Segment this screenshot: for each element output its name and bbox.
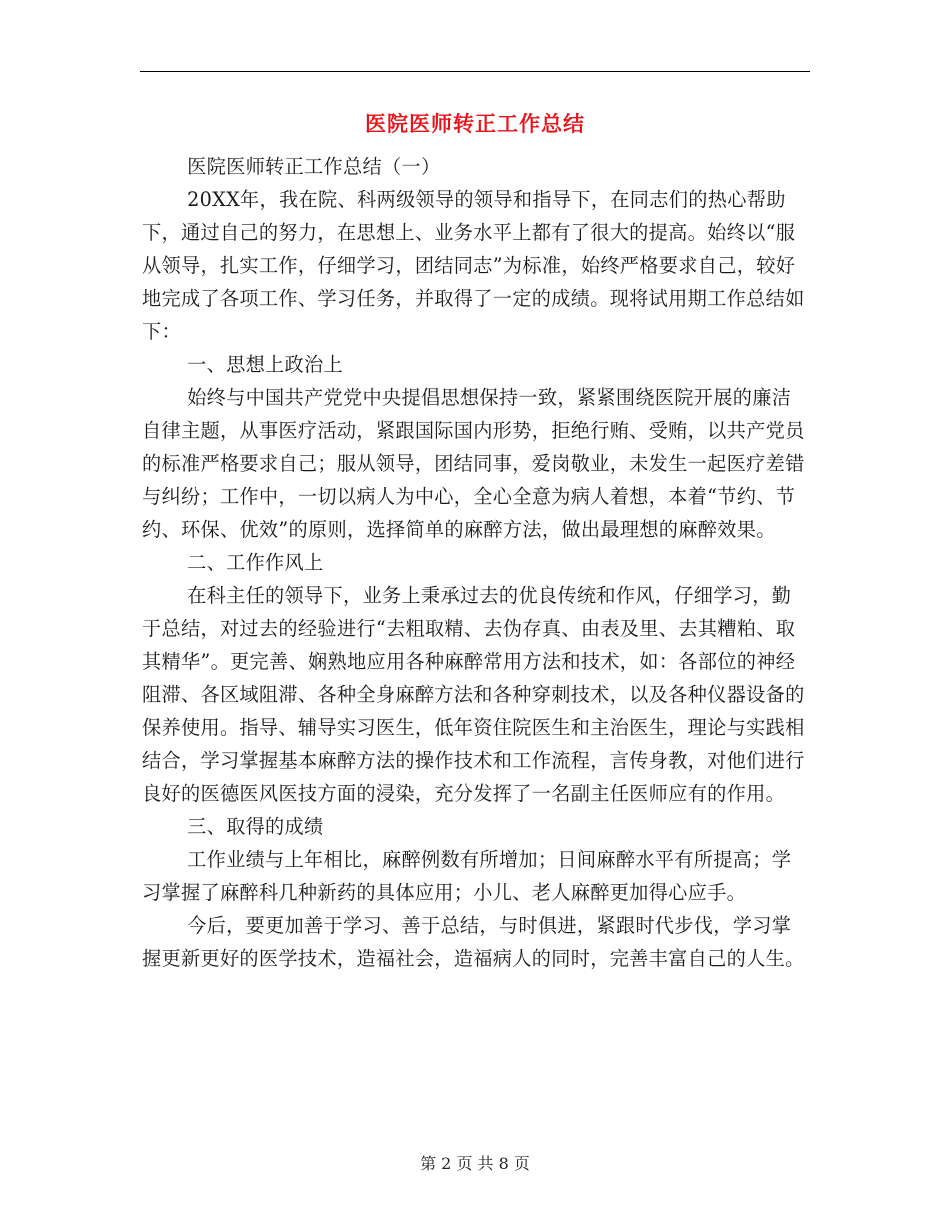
section-heading-work-style: 二、工作作风上	[187, 551, 324, 574]
document-title: 医院医师转正工作总结	[365, 111, 585, 136]
section-heading-politics: 一、思想上政治上	[187, 353, 344, 376]
politics-paragraph: 始终与中国共产党党中央提倡思想保持一致，紧紧围绕医院开展的廉洁自律主题，从事医疗活动，紧跟国际国内形势，拒绝行贿、受贿，以共产党员的标准严格要求自己；服从领导，团结同事，爱岗敬业，未发生一起医疗差错与纠纷；工作中，一切以病人为中心，全心全意为病人着想，本着“节约、节约、环保、优效”的原则，选择简单的麻醉方法，做出最理想的麻醉效果。	[142, 386, 805, 541]
conclusion-paragraph: 今后，要更加善于学习、善于总结，与时俱进，紧跟时代步伐，学习掌握更新更好的医学技术，造福社会，造福病人的同时，完善丰富自己的人生。	[142, 914, 805, 970]
section-heading-achievements: 三、取得的成绩	[187, 815, 324, 838]
achievements-paragraph: 工作业绩与上年相比，麻醉例数有所增加；日间麻醉水平有所提高；学习掌握了麻醉科几种新药的具体应用；小儿、老人麻醉更加得心应手。	[142, 848, 792, 904]
header-rule	[140, 71, 810, 72]
document-body	[142, 150, 810, 975]
intro-paragraph: 20XX年，我在院、科两级领导的领导和指导下，在同志们的热心帮助下，通过自己的努力，在思想上、业务水平上都有了很大的提高。始终以“服从领导，扎实工作，仔细学习，团结同志”为标准，始终严格要求自己，较好地完成了各项工作、学习任务，并取得了一定的成绩。现将试用期工作总结如下：	[142, 188, 805, 343]
work-style-paragraph: 在科主任的领导下，业务上秉承过去的优良传统和作风，仔细学习，勤于总结，对过去的经验进行“去粗取精、去伪存真、由表及里、去其糟粕、取其精华”。更完善、娴熟地应用各种麻醉常用方法和技术，如：各部位的神经阻滞、各区域阻滞、各种全身麻醉方法和各种穿刺技术，以及各种仪器设备的保养使用。指导、辅导实习医生，低年资住院医生和主治医生，理论与实践相结合，学习掌握基本麻醉方法的操作技术和工作流程，言传身教，对他们进行良好的医德医风医技方面的浸染，充分发挥了一名副主任医师应有的作用。	[142, 584, 805, 805]
subtitle-paragraph: 医院医师转正工作总结（一）	[187, 155, 441, 178]
page-number: 第 2 页 共 8 页	[420, 1154, 530, 1173]
